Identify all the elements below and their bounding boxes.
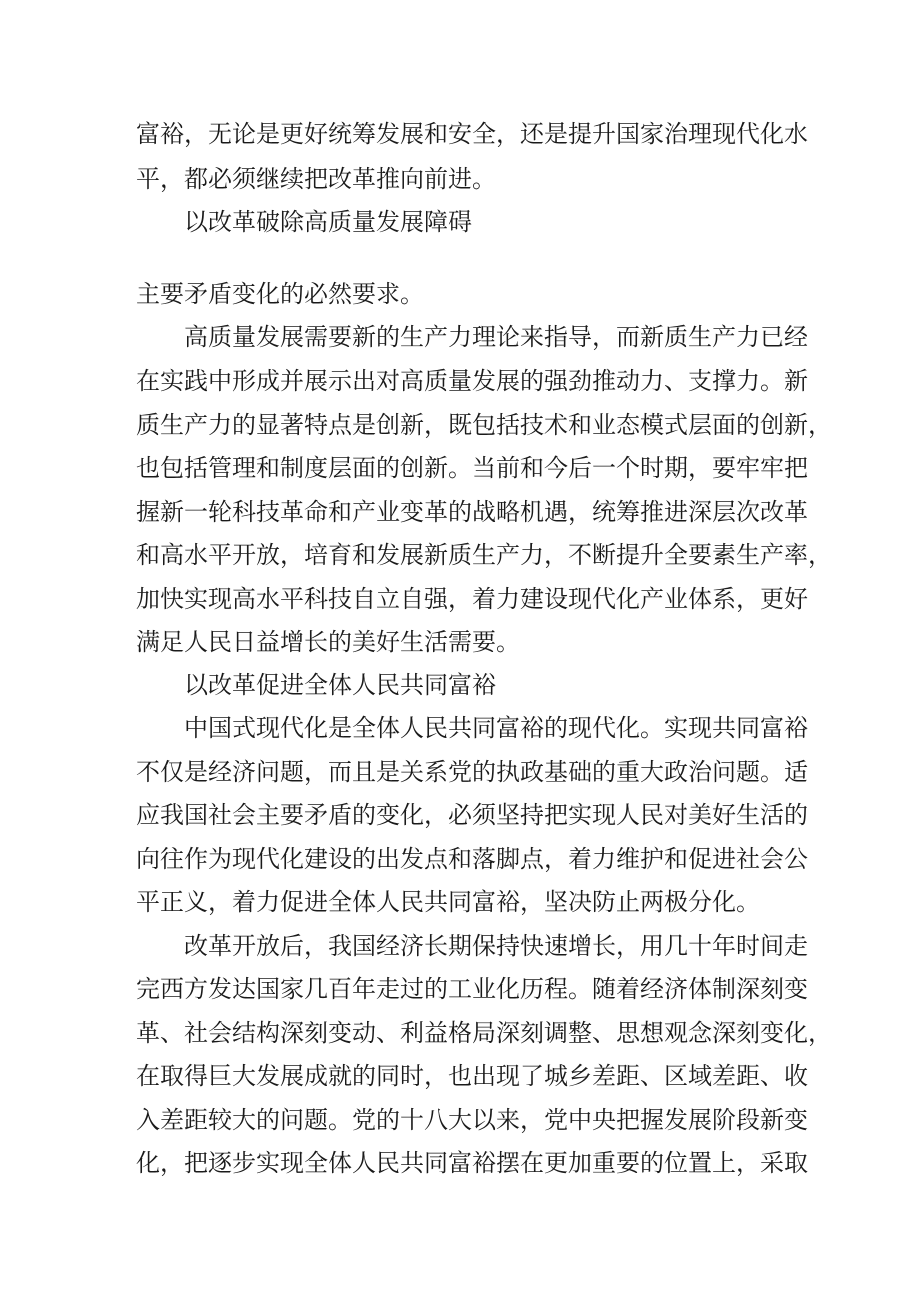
paragraph-line: 握新一轮科技革命和产业变革的战略机遇，统筹推进深层次改革 xyxy=(136,498,808,526)
paragraph-line: 高质量发展需要新的生产力理论来指导，而新质生产力已经 xyxy=(184,323,808,351)
paragraph-line: 和高水平开放，培育和发展新质生产力，不断提升全要素生产率， xyxy=(136,541,832,569)
section-heading: 以改革破除高质量发展障碍 xyxy=(184,208,472,236)
paragraph-line: 中国式现代化是全体人民共同富裕的现代化。实现共同富裕 xyxy=(184,714,808,742)
paragraph-line: 富裕，无论是更好统筹发展和安全，还是提升国家治理现代化水 xyxy=(136,120,808,148)
paragraph-line: 也包括管理和制度层面的创新。当前和今后一个时期，要牢牢把 xyxy=(136,454,808,482)
paragraph-line: 不仅是经济问题，而且是关系党的执政基础的重大政治问题。适 xyxy=(136,758,808,786)
paragraph-line: 满足人民日益增长的美好生活需要。 xyxy=(136,628,520,656)
paragraph-line: 完西方发达国家几百年走过的工业化历程。随着经济体制深刻变 xyxy=(136,975,808,1003)
section-heading: 以改革促进全体人民共同富裕 xyxy=(184,671,496,699)
paragraph-line: 在取得巨大发展成就的同时，也出现了城乡差距、区域差距、收 xyxy=(136,1062,808,1090)
paragraph-line: 向往作为现代化建设的出发点和落脚点，着力维护和促进社会公 xyxy=(136,845,808,873)
paragraph-line: 加快实现高水平科技自立自强，着力建设现代化产业体系，更好 xyxy=(136,585,808,613)
paragraph-line: 应我国社会主要矛盾的变化，必须坚持把实现人民对美好生活的 xyxy=(136,801,808,829)
paragraph-line: 革、社会结构深刻变动、利益格局深刻调整、思想观念深刻变化， xyxy=(136,1019,832,1047)
paragraph-line: 质生产力的显著特点是创新，既包括技术和业态模式层面的创新， xyxy=(136,411,832,439)
paragraph-line: 主要矛盾变化的必然要求。 xyxy=(136,280,424,308)
paragraph-line: 改革开放后，我国经济长期保持快速增长，用几十年时间走 xyxy=(184,932,808,960)
paragraph-line: 化，把逐步实现全体人民共同富裕摆在更加重要的位置上，采取 xyxy=(136,1149,808,1177)
paragraph-line: 入差距较大的问题。党的十八大以来，党中央把握发展阶段新变 xyxy=(136,1106,808,1134)
paragraph-line: 平，都必须继续把改革推向前进。 xyxy=(136,165,496,193)
paragraph-line: 在实践中形成并展示出对高质量发展的强劲推动力、支撑力。新 xyxy=(136,367,808,395)
paragraph-line: 平正义，着力促进全体人民共同富裕，坚决防止两极分化。 xyxy=(136,888,760,916)
